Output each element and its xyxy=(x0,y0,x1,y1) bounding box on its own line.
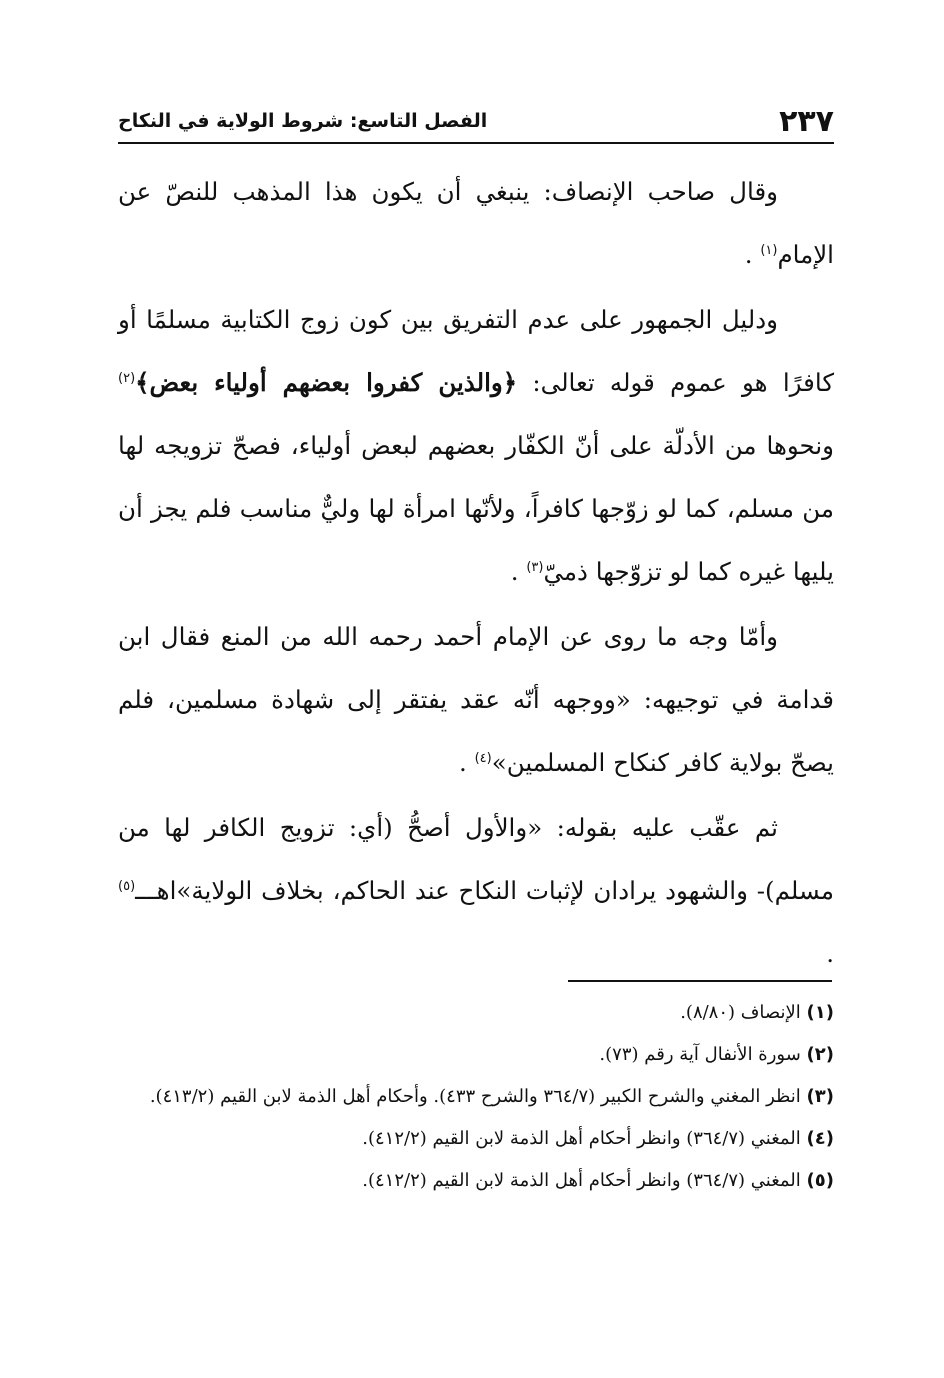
footnote-divider xyxy=(568,980,832,982)
footnote-text: المغني (٣٦٤/٧) وانظر أحكام أهل الذمة لابن القيم (٤١٢/٢). xyxy=(362,1128,801,1149)
paragraph-4 xyxy=(118,796,834,985)
paragraph-3 xyxy=(118,605,834,794)
footnote-3 xyxy=(118,1078,834,1116)
footnote-4 xyxy=(118,1120,834,1158)
paragraph-2-end: . xyxy=(510,557,519,586)
footnote-marker-3: (٣) xyxy=(526,559,544,575)
paragraph-2-text-a: ودليل الجمهور على عدم التفريق بين كون زوج الكتابية مسلمًا أو كافرًا هو عموم قوله تعالى: xyxy=(118,305,834,397)
paragraph-4-end: . xyxy=(826,939,834,968)
footnote-text: انظر المغني والشرح الكبير (٣٦٤/٧ والشرح ٤٣٣). وأحكام أهل الذمة لابن القيم (٤١٣/٢). xyxy=(149,1086,801,1107)
running-header xyxy=(118,102,834,144)
footnote-marker-2: (٢) xyxy=(118,370,136,386)
footnote-1 xyxy=(118,994,834,1032)
quran-verse: ﴿والذين كفروا بعضهم أولياء بعض﴾ xyxy=(135,368,518,397)
paragraph-1-end: . xyxy=(744,240,753,269)
footnote-number: (٢) xyxy=(806,1044,834,1065)
page-number: ٢٣٧ xyxy=(779,104,834,139)
paragraph-2 xyxy=(118,288,834,603)
main-text xyxy=(118,160,834,987)
paragraph-3-text: وأمّا وجه ما روى عن الإمام أحمد رحمه الله من المنع فقال ابن قدامة في توجيهه: «ووجهه أنّه عقد يفتقر إلى شهادة مسلمين، فلم يصحّ بولاية كافر كنكاح المسلمين» xyxy=(118,622,834,777)
footnotes xyxy=(118,994,834,1204)
footnote-marker-1: (١) xyxy=(760,242,778,258)
paragraph-2-text-b: ونحوها من الأدلّة على أنّ الكفّار بعضهم لبعض أولياء، فصحّ تزويجه لها من مسلم، كما لو زوّجها كافراً، ولأنّها امرأة لها وليٌّ مناسب فلم يجز أن يليها غيره كما لو تزوّجها ذميّ xyxy=(118,431,834,586)
footnote-number: (١) xyxy=(806,1002,834,1023)
footnote-text: المغني (٣٦٤/٧) وانظر أحكام أهل الذمة لابن القيم (٤١٢/٢). xyxy=(362,1170,801,1191)
footnote-2 xyxy=(118,1036,834,1074)
paragraph-4-text: ثم عقّب عليه بقوله: «والأول أصحُّ (أي: تزويج الكافر لها من مسلم)- والشهود يرادان لإثبات النكاح عند الحاكم، بخلاف الولاية»اهـــ xyxy=(118,813,834,905)
paragraph-1 xyxy=(118,160,834,286)
footnote-5 xyxy=(118,1162,834,1200)
paragraph-1-text: وقال صاحب الإنصاف: ينبغي أن يكون هذا المذهب للنصّ عن الإمام xyxy=(118,177,834,269)
chapter-title: الفصل التاسع: شروط الولاية في النكاح xyxy=(118,110,488,132)
footnote-number: (٥) xyxy=(806,1170,834,1191)
footnote-number: (٣) xyxy=(806,1086,834,1107)
footnote-text: الإنصاف (٨/٨٠). xyxy=(680,1002,801,1023)
footnote-number: (٤) xyxy=(806,1128,834,1149)
footnote-marker-4: (٤) xyxy=(474,750,492,766)
footnote-text: سورة الأنفال آية رقم (٧٣). xyxy=(599,1044,801,1065)
paragraph-3-end: . xyxy=(459,748,467,777)
footnote-marker-5: (٥) xyxy=(118,878,136,894)
